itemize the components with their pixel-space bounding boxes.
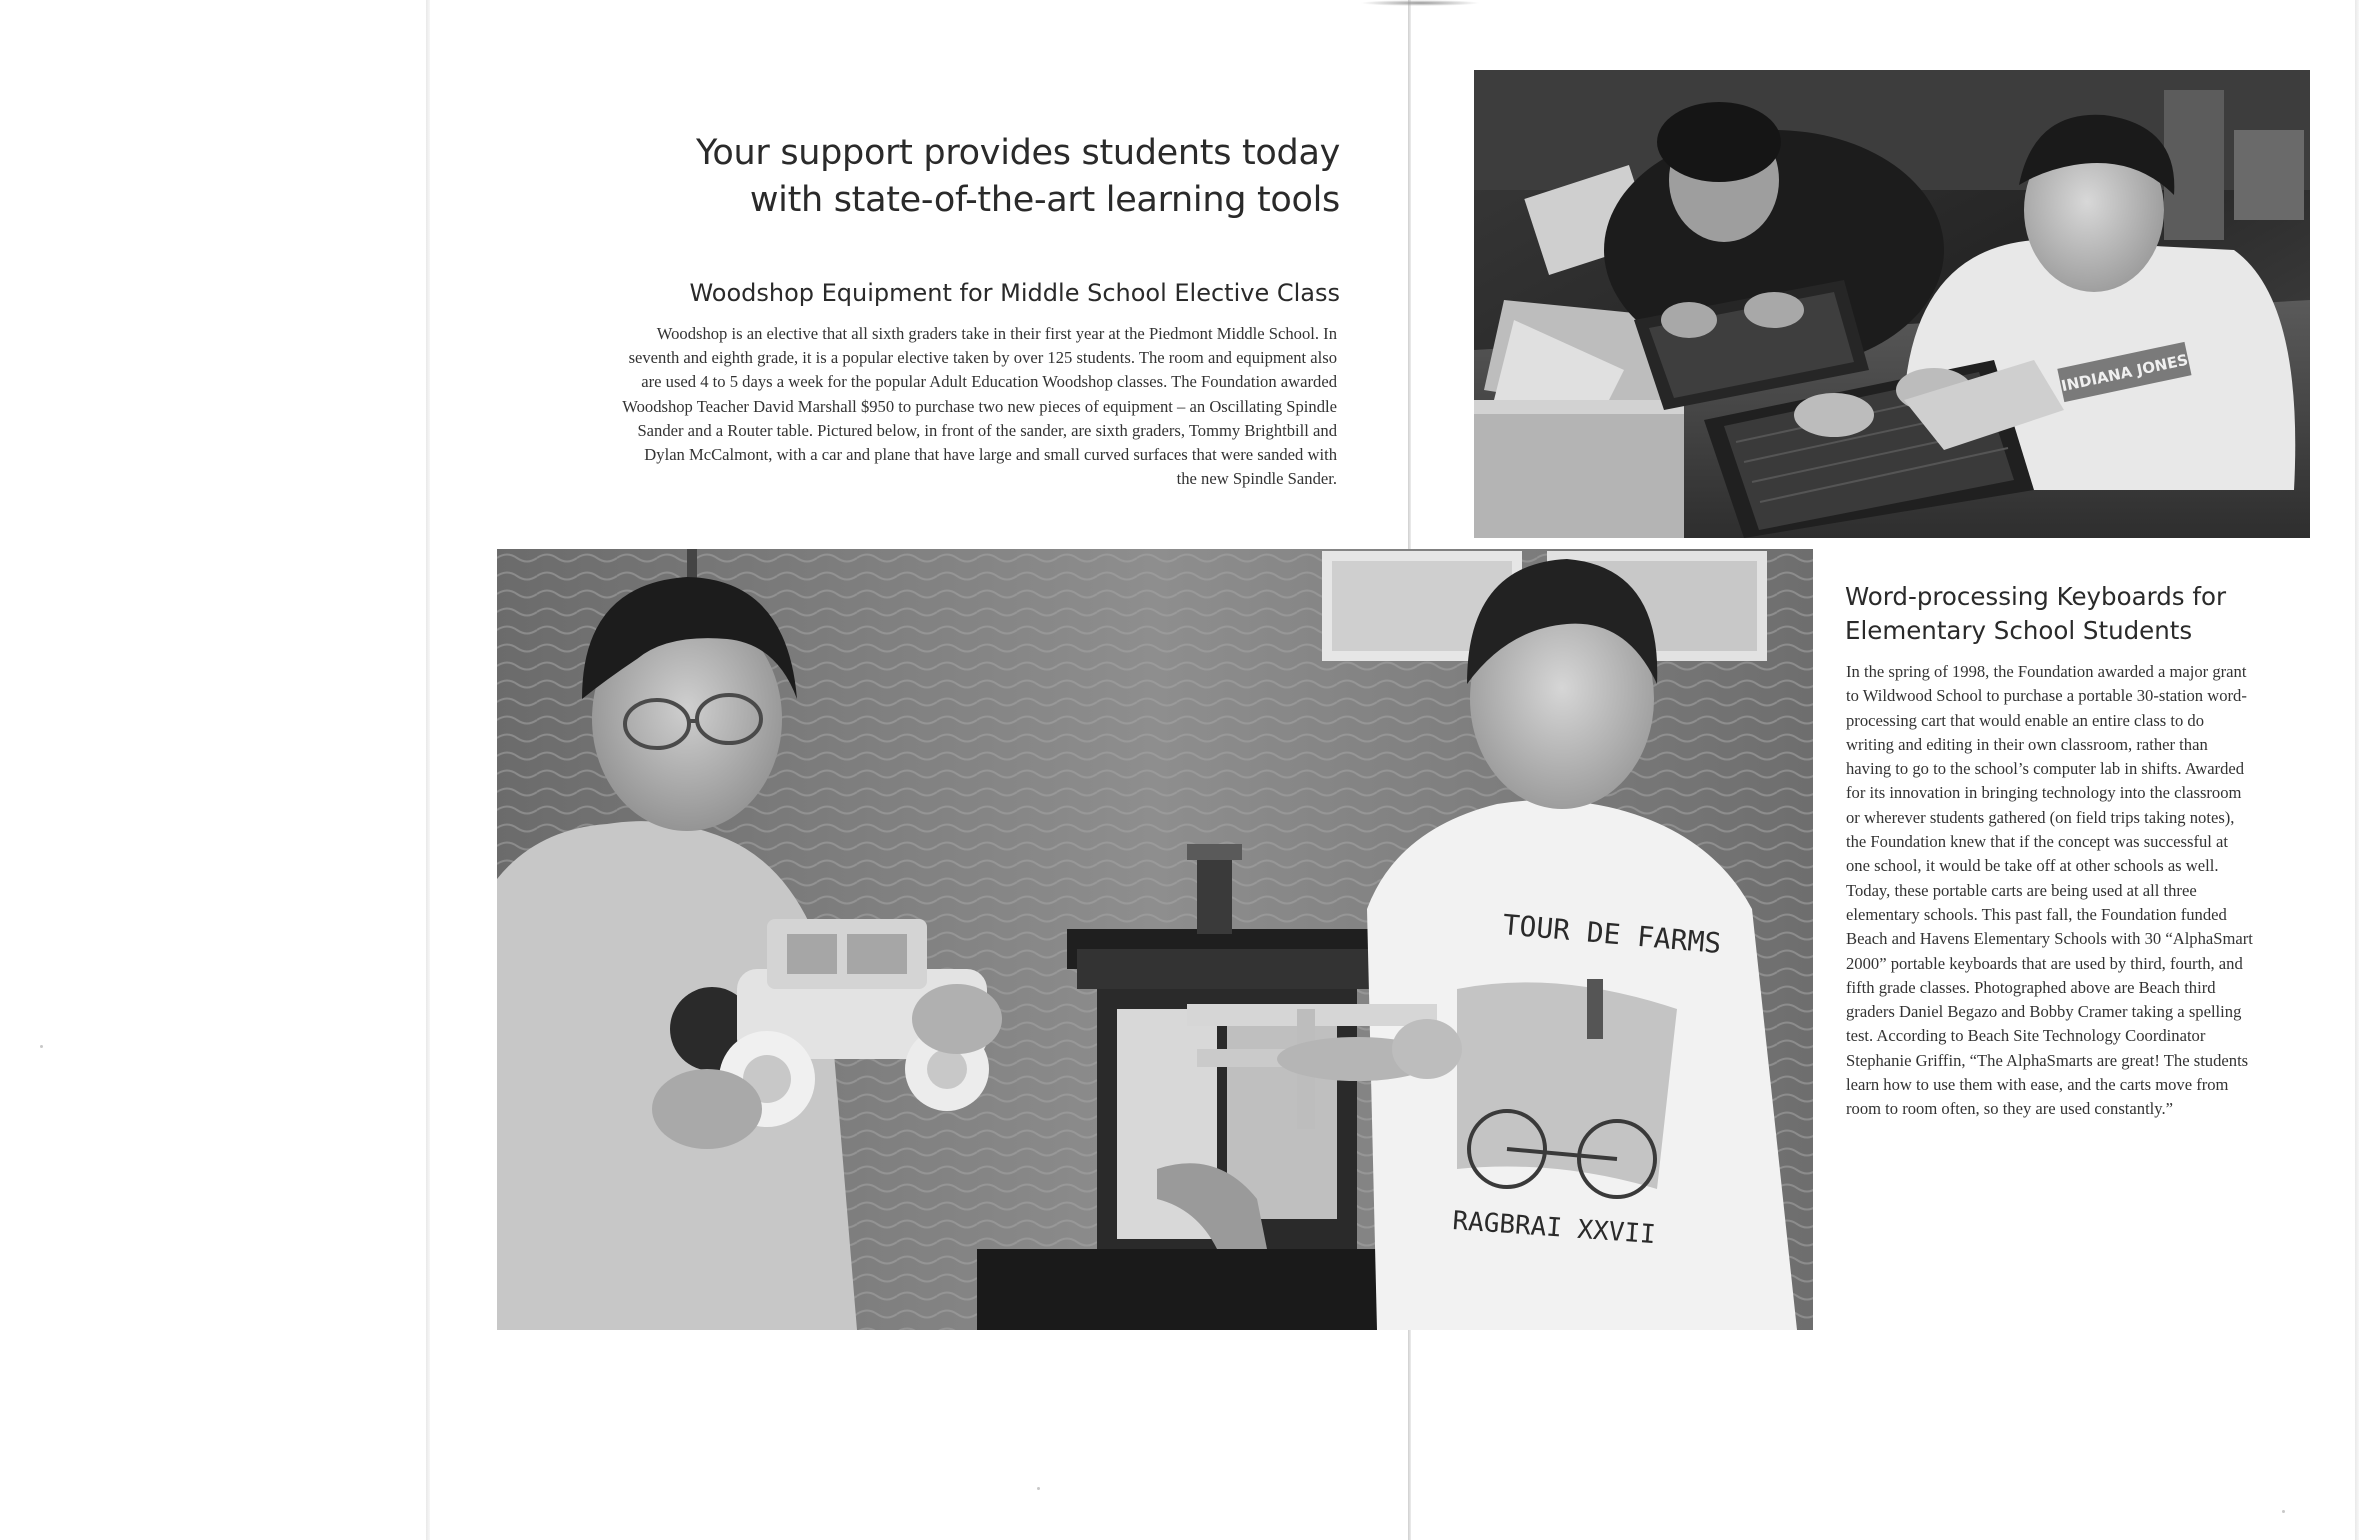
- scan-speck: [2282, 1510, 2285, 1513]
- scan-speck: [40, 1045, 43, 1048]
- scan-speck: [1037, 1487, 1040, 1490]
- woodshop-photo-image: [497, 549, 1813, 1330]
- shirt-top-print: TOUR DE FARMS: [1501, 908, 1723, 961]
- headline-line-2: with state-of-the-art learning tools: [749, 180, 1340, 220]
- spine-shadow: [1360, 0, 1480, 6]
- left-page-edge: [426, 0, 430, 1540]
- keyboards-heading: Word-processing Keyboards for Elementary School Students: [1845, 582, 2227, 645]
- keyboards-photo: [1474, 70, 2310, 538]
- headline-line-1: Your support provides students today: [695, 133, 1340, 173]
- shirt-print: INDIANA JONES: [2059, 350, 2190, 396]
- keyboards-photo-image: [1474, 70, 2310, 538]
- woodshop-heading: Woodshop Equipment for Middle School Elective Class: [689, 279, 1340, 307]
- page-headline: [680, 130, 1340, 224]
- shirt-bottom-print: RAGBRAI XXVII: [1451, 1206, 1657, 1251]
- keyboards-body-text: In the spring of 1998, the Foundation awarded a major grant to Wildwood School to purchase a portable 30-station word-processing cart that would enable an entire class to do writing and editing in their own classroom, rather than having to go to the school’s computer lab in shifts. Awarded for its innovation in bringing technology into the classroom or wherever students gathered (on field trips taking notes), the Foundation knew that if the concept was successful at one school, it would be take off at other schools as well. Today, these portable carts are being used at all three elementary schools. This past fall, the Foundation funded Beach and Havens Elementary Schools with 30 “AlphaSmart 2000” portable keyboards that are used by third, fourth, and fifth grade classes. Photographed above are Beach third graders Daniel Begazo and Bobby Cramer taking a spelling test. According to Beach Site Technology Coordinator Stephanie Griffin, “The AlphaSmarts are great! The students learn how to use them with ease, and the carts move from room to room often, so they are used constantly.”: [1846, 662, 2253, 1119]
- right-page-edge: [2355, 0, 2359, 1540]
- woodshop-body-text: Woodshop is an elective that all sixth graders take in their first year at the Piedmont Middle School. In seventh and eighth grade, it is a popular elective taken by over 125 students. The room and equipment also are used 4 to 5 days a week for the popular Adult Education Woodshop classes. The Foundation awarded Woodshop Teacher David Marshall $950 to purchase two new pieces of equipment – an Oscillating Spindle Sander and a Router table. Pictured below, in front of the sander, are sixth graders, Tommy Brightbill and Dylan McCalmont, with a car and plane that have large and small curved surfaces that were sanded with the new Spindle Sander.: [622, 324, 1337, 489]
- woodshop-photo: [497, 549, 1813, 1330]
